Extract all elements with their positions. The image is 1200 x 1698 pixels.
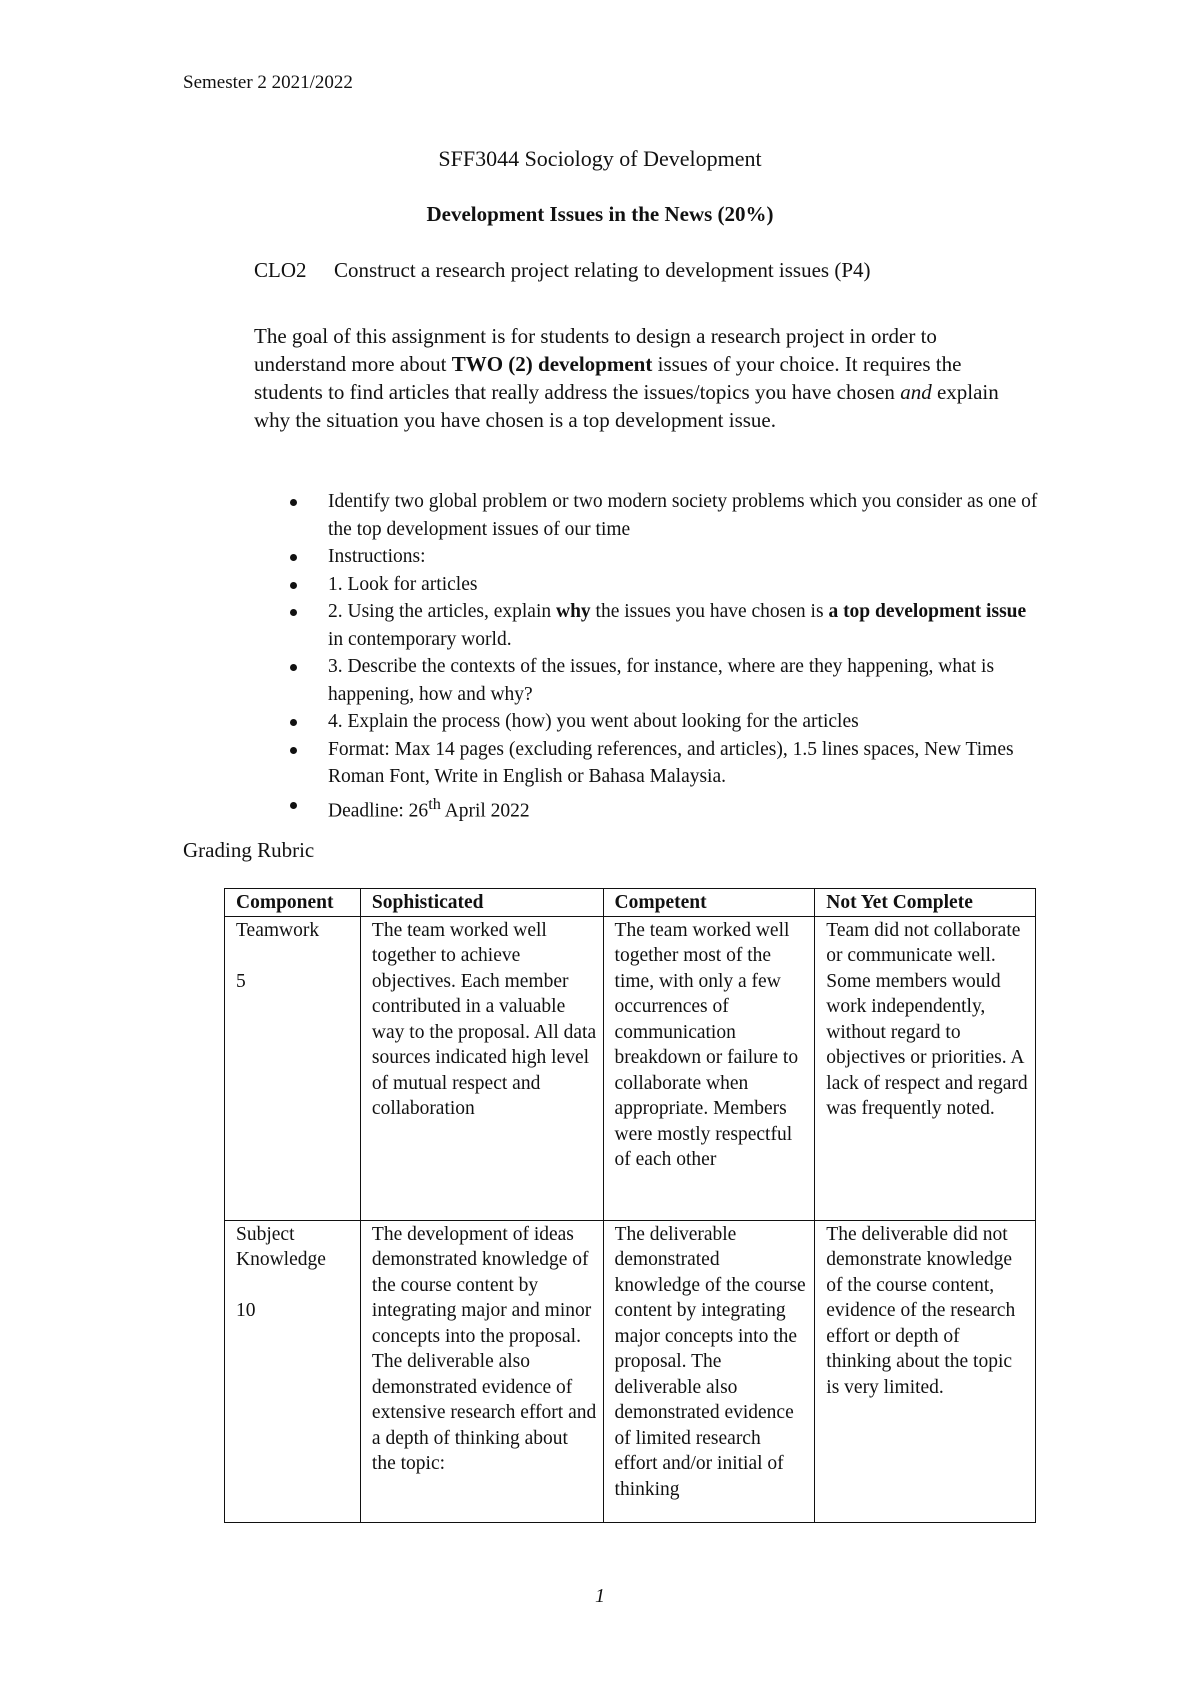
column-header-component: Component <box>225 889 361 917</box>
not-yet-complete-cell: Team did not collaborate or communicate well. Some members would work independently, without regard to objectives or priorities. A lack of respect and regard was frequently noted. <box>815 916 1036 1220</box>
cell-text: The development of ideas demonstrated knowledge of the course content by integrating major and minor concepts into the proposal. The deliverable also demonstrated evidence of extensive research effort and a depth of thinking about the topic: <box>371 1223 597 1474</box>
list-item-emphasis: a top development issue <box>828 601 1027 622</box>
cell-text: The deliverable demonstrated knowledge of the course content by integrating major concepts into the proposal. The deliverable also demonstrated evidence of limited research effort and/or initial of thinking <box>614 1223 806 1500</box>
intro-italic: and <box>900 380 932 404</box>
list-item-text: Instructions: <box>328 546 426 567</box>
course-title: SFF3044 Sociology of Development <box>438 146 762 171</box>
table-row <box>225 1220 1036 1522</box>
bullet-icon <box>290 499 297 506</box>
list-item <box>254 543 1044 571</box>
competent-cell: The team worked well together most of the time, with only a few occurrences of communication breakdown or failure to collaborate when appropriate. Members were mostly respectful of each other <box>603 916 815 1220</box>
not-yet-complete-cell <box>815 1220 1036 1522</box>
list-item-text: in contemporary world. <box>328 628 512 650</box>
list-item-emphasis: why <box>555 601 591 622</box>
intro-paragraph <box>254 322 1034 434</box>
intro-text: explain why the situation you have chosen is a top development issue. <box>254 380 999 432</box>
page-number: 1 <box>595 1585 605 1607</box>
competent-cell <box>603 1220 815 1522</box>
intro-text: issues of your choice. It requires the students to find articles that really address the issues/topics you have chosen <box>254 352 962 404</box>
sophisticated-cell <box>360 1220 603 1522</box>
assignment-title: Development Issues in the News (20%) <box>426 202 774 226</box>
list-item-text: Identify two global problem or two modern society problems which you consider as one of the top development issues of our time <box>328 491 1038 540</box>
column-header-sophisticated: Sophisticated <box>360 889 603 917</box>
component-weight: 10 <box>236 1300 256 1321</box>
clo-code: CLO2 <box>254 258 307 282</box>
grading-rubric-table <box>224 888 1036 1523</box>
list-item-text: Deadline: 26 <box>328 800 429 821</box>
list-item <box>254 736 1044 791</box>
list-item <box>254 488 1044 543</box>
bullet-icon <box>290 582 297 589</box>
table-row <box>225 916 1036 1220</box>
list-item <box>254 791 1044 825</box>
list-item-text: 4. Explain the process (how) you went about looking for the articles <box>328 711 859 732</box>
clo-text: Construct a research project relating to development issues (P4) <box>334 258 871 282</box>
intro-emphasis: TWO (2) development <box>451 352 653 376</box>
sophisticated-cell: The team worked well together to achieve objectives. Each member contributed in a valuable way to the proposal. All data sources indicated high level of mutual respect and collaboration <box>360 916 603 1220</box>
intro-text: The goal of this assignment is for students to design a research project in order to understand more about <box>254 324 937 376</box>
bullet-icon <box>290 719 297 726</box>
bullet-icon <box>290 802 297 809</box>
list-item-text: 1. Look for articles <box>328 573 478 595</box>
clo-statement <box>254 258 871 283</box>
list-item-text: 3. Describe the contexts of the issues, for instance, where are they happening, what is happening, how and why? <box>328 656 995 705</box>
instruction-list <box>254 488 1044 825</box>
list-item <box>254 571 1044 599</box>
table-header-row <box>225 889 1036 917</box>
component-weight: 5 <box>236 970 246 992</box>
bullet-icon <box>290 609 297 616</box>
column-header-competent: Competent <box>603 889 815 917</box>
list-item-text: the issues you have chosen is <box>590 601 829 622</box>
list-item <box>254 598 1044 653</box>
cell-text: The deliverable did not demonstrate knowledge of the course content, evidence of the research effort or depth of thinking about the topic is very limited. <box>826 1223 1016 1398</box>
component-cell <box>225 916 361 1220</box>
ordinal-suffix: th <box>428 794 441 813</box>
column-header-not-yet-complete: Not Yet Complete <box>815 889 1036 917</box>
list-item-text: 2. Using the articles, explain <box>328 601 556 622</box>
list-item-text: Format: Max 14 pages (excluding references, and articles), 1.5 lines spaces, New Times Roman Font, Write in English or Bahasa Malaysia. <box>328 738 1014 787</box>
list-item-text: April 2022 <box>440 800 530 821</box>
bullet-icon <box>290 664 297 671</box>
semester-header: Semester 2 2021/2022 <box>183 72 353 93</box>
bullet-icon <box>290 554 297 561</box>
component-cell <box>225 1220 361 1522</box>
component-name: Teamwork <box>236 919 320 941</box>
list-item <box>254 653 1044 708</box>
list-item <box>254 708 1044 736</box>
component-name: Subject Knowledge <box>236 1223 326 1270</box>
bullet-icon <box>290 747 297 754</box>
rubric-heading: Grading Rubric <box>183 838 315 862</box>
